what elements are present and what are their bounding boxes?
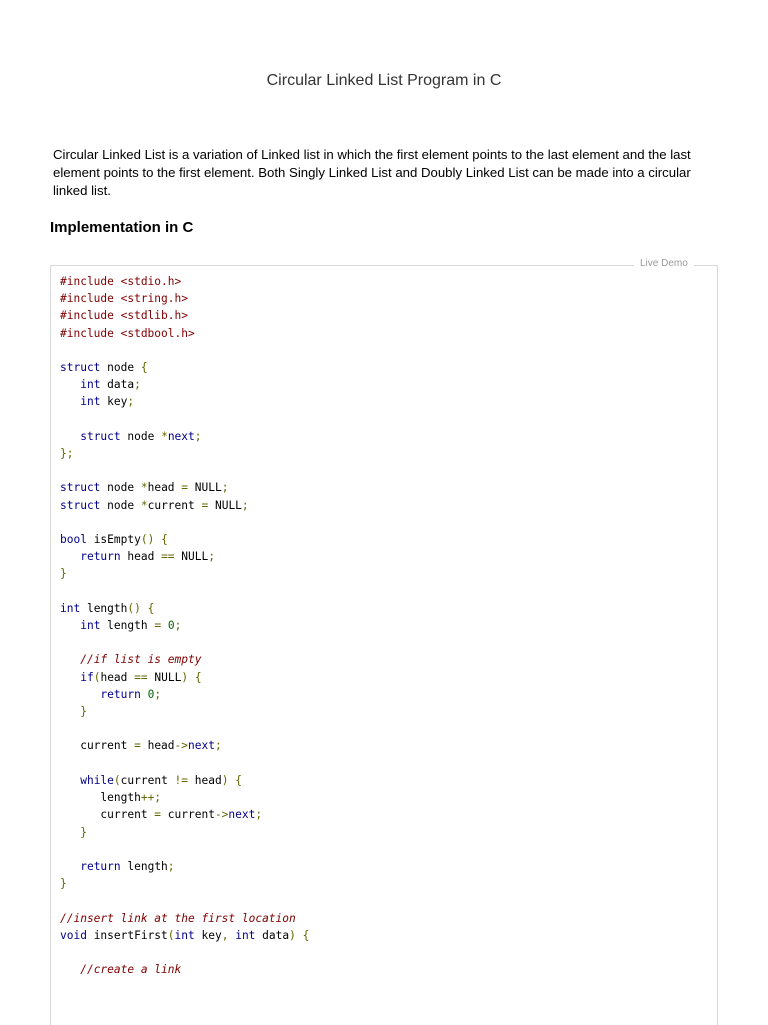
code-token: () bbox=[127, 601, 141, 615]
code-token: ; bbox=[154, 687, 162, 701]
code-token: head bbox=[100, 670, 135, 684]
code-token: { bbox=[161, 533, 168, 547]
code-line bbox=[60, 309, 188, 322]
code-token: = bbox=[181, 481, 189, 495]
code-token: #include <stdbool.h> bbox=[60, 326, 195, 340]
code-line bbox=[60, 361, 148, 374]
code-token: NULL bbox=[208, 498, 242, 512]
code-token: next bbox=[188, 739, 215, 753]
code-token: ; bbox=[127, 395, 135, 409]
code-token: () bbox=[140, 533, 155, 547]
code-line bbox=[60, 877, 67, 890]
code-token: current bbox=[60, 739, 135, 753]
code-token bbox=[60, 774, 80, 787]
code-token: ; bbox=[167, 859, 175, 873]
code-token: NULL bbox=[174, 550, 209, 564]
code-block bbox=[60, 273, 309, 978]
code-line bbox=[60, 395, 134, 408]
code-token: -> bbox=[174, 739, 189, 753]
code-token bbox=[60, 963, 80, 976]
code-token: if bbox=[80, 670, 94, 684]
code-line bbox=[60, 912, 296, 925]
code-line bbox=[60, 533, 168, 546]
code-line bbox=[60, 447, 73, 460]
code-line bbox=[60, 653, 201, 666]
code-token: ; bbox=[134, 378, 141, 392]
code-line bbox=[60, 808, 262, 821]
code-token: data bbox=[100, 378, 135, 392]
code-token: == bbox=[134, 670, 148, 684]
code-token: ( bbox=[113, 773, 121, 787]
code-token: return bbox=[100, 687, 141, 701]
code-line bbox=[60, 550, 215, 563]
code-token: = bbox=[201, 498, 209, 512]
code-token: length bbox=[100, 619, 155, 633]
code-token bbox=[141, 602, 148, 615]
code-token: * bbox=[161, 429, 168, 443]
code-token: //insert link at the first location bbox=[60, 911, 296, 925]
code-line bbox=[60, 567, 67, 580]
code-token: }; bbox=[60, 447, 74, 461]
code-token: node bbox=[100, 481, 141, 495]
code-token: * bbox=[140, 481, 148, 495]
code-token: node bbox=[120, 429, 162, 443]
code-line bbox=[60, 705, 87, 718]
code-token: bool bbox=[60, 533, 87, 547]
code-token: ) bbox=[181, 670, 189, 684]
code-token: int bbox=[80, 395, 101, 409]
code-token: ( bbox=[167, 928, 175, 942]
code-token: return bbox=[80, 550, 121, 564]
code-token bbox=[296, 929, 303, 942]
code-token: node bbox=[100, 498, 141, 512]
code-token: = bbox=[154, 619, 162, 633]
code-token: ; bbox=[194, 429, 202, 443]
code-token bbox=[161, 619, 168, 632]
live-demo-link[interactable]: Live Demo bbox=[634, 258, 694, 269]
code-token bbox=[188, 671, 195, 684]
code-token: ; bbox=[241, 498, 249, 512]
code-token: node bbox=[100, 361, 141, 375]
code-token: while bbox=[80, 773, 114, 787]
code-token: struct bbox=[60, 498, 101, 512]
code-line bbox=[60, 791, 161, 804]
code-token: NULL bbox=[188, 481, 222, 495]
code-token: { bbox=[302, 928, 310, 942]
code-line bbox=[60, 688, 161, 701]
code-token bbox=[60, 688, 100, 701]
code-token: current bbox=[60, 808, 155, 822]
code-token: == bbox=[161, 550, 175, 564]
code-token bbox=[60, 826, 80, 839]
code-token: return bbox=[80, 859, 121, 873]
code-token bbox=[60, 671, 80, 684]
code-line bbox=[60, 963, 181, 976]
code-token bbox=[60, 705, 80, 718]
code-line bbox=[60, 275, 181, 288]
code-token: struct bbox=[60, 481, 101, 495]
code-token bbox=[60, 550, 80, 563]
intro-paragraph: Circular Linked List is a variation of Linked list in which the first element points to the last element and the last element points to the first element. Both Singly Linked List and Doubly Linked List can be made into a circular linked list. bbox=[53, 147, 691, 198]
code-token: 0 bbox=[167, 619, 175, 633]
code-token: key bbox=[194, 928, 222, 942]
code-token: , bbox=[221, 928, 229, 942]
code-token: ++; bbox=[140, 791, 162, 805]
code-token: -> bbox=[214, 808, 229, 822]
code-token: ; bbox=[221, 481, 229, 495]
code-token: ; bbox=[174, 619, 182, 633]
code-token: struct bbox=[60, 361, 101, 375]
code-line bbox=[60, 671, 202, 684]
code-token: next bbox=[228, 808, 256, 822]
code-token: NULL bbox=[147, 670, 182, 684]
code-token: int bbox=[174, 928, 195, 942]
code-block-border-tail bbox=[704, 265, 718, 266]
code-token: head bbox=[140, 739, 175, 753]
code-token: { bbox=[147, 601, 155, 615]
code-token: = bbox=[134, 739, 141, 753]
code-token: int bbox=[80, 619, 101, 633]
code-line bbox=[60, 481, 228, 494]
code-line bbox=[60, 826, 87, 839]
code-token: } bbox=[60, 567, 67, 581]
code-token: void bbox=[60, 928, 87, 942]
code-token: { bbox=[235, 773, 242, 787]
code-token: { bbox=[140, 361, 148, 375]
code-token: #include <stdio.h> bbox=[60, 275, 182, 288]
code-token: head bbox=[147, 481, 182, 495]
code-token: 0 bbox=[147, 687, 155, 701]
code-token: struct bbox=[80, 429, 121, 443]
section-heading: Implementation in C bbox=[50, 219, 194, 236]
code-token: ; bbox=[208, 550, 215, 564]
page-title: Circular Linked List Program in C bbox=[266, 72, 502, 89]
code-token: length bbox=[120, 859, 168, 873]
code-token: length bbox=[80, 601, 128, 615]
code-token bbox=[60, 860, 80, 873]
code-token: != bbox=[174, 773, 189, 787]
code-token bbox=[60, 430, 80, 443]
code-token bbox=[60, 378, 80, 391]
code-line bbox=[60, 774, 242, 787]
code-token: } bbox=[80, 825, 87, 839]
code-token: ; bbox=[214, 739, 222, 753]
code-token: int bbox=[235, 928, 256, 942]
code-token bbox=[60, 653, 80, 666]
code-line bbox=[60, 860, 175, 873]
code-token: current bbox=[147, 498, 202, 512]
code-token: #include <string.h> bbox=[60, 292, 188, 306]
code-line bbox=[60, 739, 222, 752]
code-token: next bbox=[167, 429, 195, 443]
code-token: int bbox=[60, 601, 81, 615]
code-line bbox=[60, 602, 154, 615]
code-line bbox=[60, 929, 309, 942]
code-token: * bbox=[140, 498, 148, 512]
code-token: key bbox=[100, 395, 128, 409]
code-token: head bbox=[188, 773, 222, 787]
code-line bbox=[60, 499, 249, 512]
code-token: { bbox=[194, 670, 202, 684]
code-token: current bbox=[120, 773, 175, 787]
code-token: ( bbox=[93, 670, 101, 684]
code-token: ) bbox=[221, 773, 229, 787]
code-line bbox=[60, 619, 181, 632]
code-token: ; bbox=[255, 808, 263, 822]
code-token: head bbox=[120, 550, 162, 564]
code-token: //create a link bbox=[80, 963, 182, 977]
code-token bbox=[141, 688, 148, 701]
code-token: data bbox=[255, 928, 290, 942]
code-token bbox=[60, 619, 80, 632]
code-token: } bbox=[80, 705, 87, 719]
code-token: isEmpty bbox=[86, 533, 141, 547]
code-token: int bbox=[80, 378, 101, 392]
code-token bbox=[60, 395, 80, 408]
code-token: ) bbox=[289, 928, 296, 942]
code-line bbox=[60, 292, 188, 305]
code-token: current bbox=[161, 808, 215, 822]
code-token: = bbox=[154, 808, 162, 822]
code-token: length bbox=[60, 791, 141, 805]
code-line bbox=[60, 430, 202, 443]
code-line bbox=[60, 327, 195, 340]
code-token: //if list is empty bbox=[80, 653, 202, 667]
code-line bbox=[60, 378, 141, 391]
code-token: insertFirst bbox=[86, 928, 168, 942]
code-token: } bbox=[60, 877, 67, 891]
code-token: #include <stdlib.h> bbox=[60, 309, 188, 323]
